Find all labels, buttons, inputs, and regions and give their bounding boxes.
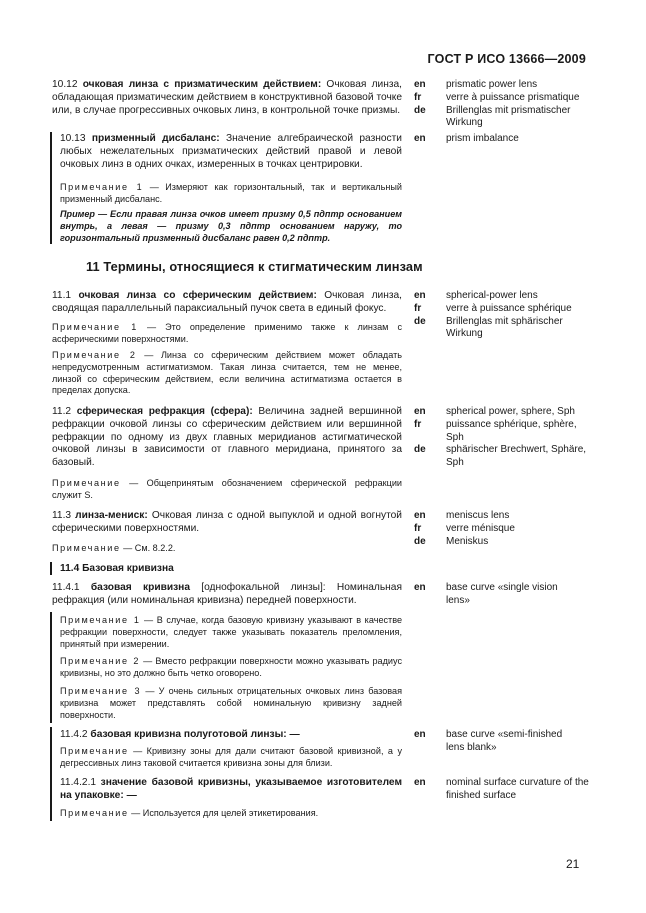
foreign-terms	[446, 582, 576, 608]
lang-codes	[414, 133, 444, 146]
page-number: 21	[566, 857, 580, 871]
foreign-term: spherical power, sphere, Sph	[446, 406, 575, 417]
note-label: Примечание 1	[52, 322, 138, 332]
note-text: — В случае, когда базовую кривизну указывают в качестве рефракции поверхности, следует также указывать показатель преломления, принятый при измерении.	[60, 615, 402, 649]
term-definition: [однофокальной линзы]: Номинальная рефракция (или номинальная кривизна) передней поверхности.	[52, 582, 402, 606]
note-label: Примечание 1	[60, 615, 141, 625]
term-definition: Значение алгебраической разности любых нежелательных призматических действий правой и левой очковых линз в одних очках, измеренных в точках центрировки.	[60, 133, 402, 170]
change-bar	[50, 132, 52, 244]
term-11-1-text	[52, 290, 402, 316]
foreign-term: Meniskus	[446, 535, 489, 547]
lang-code: en	[414, 133, 426, 144]
note-label: Примечание	[60, 746, 129, 756]
change-bar	[50, 727, 52, 775]
foreign-terms	[446, 290, 596, 341]
note	[60, 808, 402, 820]
note-text: — Это определение применимо также к линзам с асферическими поверхностями.	[52, 322, 402, 344]
note-label: Примечание 2	[52, 350, 137, 360]
foreign-term: prism imbalance	[446, 133, 519, 144]
note	[52, 543, 402, 555]
foreign-term: sphärischer Brechwert, Sphäre, Sph	[446, 444, 587, 469]
lang-code: en	[414, 582, 426, 593]
foreign-term: nominal surface curvature of the finished surface	[446, 777, 589, 801]
note-text: — Линза со сферическим действием может обладать непредусмотренным астигматизмом. Такая линза считается, тем не менее, линзой со сферическим действием, если величина астигматизма остается в пределах допуска.	[52, 350, 402, 396]
lang-codes	[414, 777, 444, 790]
lang-code: en	[414, 79, 426, 90]
foreign-term: base curve «semi-finished lens blank»	[446, 729, 563, 753]
term-11-4-2-text	[60, 729, 402, 742]
document-header: ГОСТ Р ИСО 13666—2009	[427, 52, 586, 66]
note	[60, 746, 402, 770]
lang-code: fr	[414, 522, 422, 534]
foreign-terms	[446, 133, 596, 146]
lang-code: de	[414, 444, 426, 456]
foreign-term: Brillenglas mit prismatischer Wirkung	[446, 104, 571, 129]
foreign-term: puissance sphérique, sphère, Sph	[446, 418, 577, 443]
term-name: очковая линза с призматическим действием:	[82, 79, 322, 90]
lang-code: en	[414, 510, 426, 521]
foreign-term: meniscus lens	[446, 510, 510, 521]
note	[52, 478, 402, 502]
term-definition: Очковая линза, обладающая призматическим действием в конструктивной базовой точке или, в случае прогрессивных очковых линз, в контрольной точке призмы.	[52, 79, 402, 116]
lang-code: en	[414, 729, 426, 740]
term-number: 11.1	[52, 290, 79, 301]
note	[52, 322, 402, 346]
note-text: — Вместо рефракции поверхности можно указывать радиус кривизны, но это должно быть четко оговорено.	[60, 656, 402, 678]
lang-codes	[414, 729, 444, 742]
note-label: Примечание 2	[60, 656, 141, 666]
foreign-term: verre à puissance sphérique	[446, 302, 572, 314]
term-name: сферическая рефракция (сфера):	[76, 406, 253, 417]
note	[60, 615, 402, 650]
foreign-term: Brillenglas mit sphärischer Wirkung	[446, 315, 563, 340]
note	[60, 656, 402, 680]
section-heading: 11 Термины, относящиеся к стигматическим линзам	[86, 259, 423, 274]
note	[60, 182, 402, 206]
lang-codes	[414, 79, 444, 117]
note	[52, 350, 402, 397]
term-10-13-text	[60, 133, 402, 171]
foreign-term: base curve «single vision lens»	[446, 582, 558, 606]
term-number: 11.3	[52, 510, 76, 521]
term-11-2-text	[52, 406, 402, 470]
note-label: Примечание	[52, 543, 121, 553]
note-text: — Измеряют как горизонтальный, так и вертикальный призменный дисбаланс.	[60, 182, 402, 204]
lang-code: de	[414, 315, 426, 327]
foreign-terms	[446, 79, 596, 130]
subsection-heading: 11.4 Базовая кривизна	[60, 563, 174, 574]
lang-codes	[414, 582, 444, 595]
term-name: призменный дисбаланс:	[91, 133, 220, 144]
lang-code: fr	[414, 418, 422, 430]
lang-codes	[414, 290, 444, 328]
note-text: — Общепринятым обозначением сферической рефракции служит S.	[52, 478, 402, 500]
term-number: 10.13	[60, 133, 92, 144]
note-label: Примечание	[60, 808, 129, 818]
lang-code: en	[414, 406, 426, 417]
foreign-terms	[446, 729, 576, 755]
note-text: — Кривизну зоны для дали считают базовой кривизной, а у дегрессивных линз таковой считается кривизна зоны для близи.	[60, 746, 402, 768]
note-label: Примечание 3	[60, 686, 142, 696]
term-number: 11.4.2	[60, 729, 91, 740]
term-definition: Очковая линза, сводящая параллельный параксиальный пучок света в единый фокус.	[52, 290, 402, 314]
term-11-4-2-1-text	[60, 777, 402, 803]
term-number: 10.12	[52, 79, 83, 90]
note-text: — См. 8.2.2.	[120, 543, 176, 553]
note-text: — Используется для целей этикетирования.	[128, 808, 319, 818]
lang-code: de	[414, 104, 426, 116]
term-name: базовая кривизна полуготовой линзы: —	[90, 729, 300, 740]
note-text: — У очень сильных отрицательных очковых линз базовая кривизна может представлять собой номинальную кривизну задней поверхности.	[60, 686, 403, 720]
example: Пример — Если правая линза очков имеет призму 0,5 пдптр основанием внутрь, а левая — призму 0,3 пдптр основанием наружу, то горизонтальный призменный дисбаланс равен 0,2 пдптр.	[60, 209, 402, 243]
lang-codes	[414, 510, 444, 548]
foreign-terms	[446, 777, 596, 803]
term-name: значение базовой кривизны, указываемое изготовителем на упаковке: —	[60, 777, 402, 801]
term-11-4-1-text	[52, 582, 402, 608]
lang-code: en	[414, 777, 426, 788]
term-11-3-text	[52, 510, 402, 536]
foreign-term: verre ménisque	[446, 522, 515, 534]
lang-code: fr	[414, 302, 422, 314]
term-name: линза-мениск:	[75, 510, 148, 521]
foreign-terms	[446, 406, 596, 470]
term-name: базовая кривизна	[90, 582, 190, 593]
foreign-term: spherical-power lens	[446, 290, 538, 301]
note	[60, 686, 402, 721]
lang-code: en	[414, 290, 426, 301]
term-number: 11.4.2.1	[60, 777, 101, 788]
term-10-12-text	[52, 79, 402, 117]
term-name: очковая линза со сферическим действием:	[78, 290, 317, 301]
lang-codes	[414, 406, 444, 457]
term-number: 11.4.1	[52, 582, 91, 593]
lang-code: de	[414, 535, 426, 547]
change-bar	[50, 612, 52, 723]
change-bar	[50, 775, 52, 821]
foreign-terms	[446, 510, 596, 548]
note-label: Примечание	[52, 478, 121, 488]
lang-code: fr	[414, 91, 422, 103]
term-definition: Очковая линза с одной выпуклой и одной вогнутой сферическими поверхностями.	[52, 510, 402, 534]
note-label: Примечание 1	[60, 182, 144, 192]
foreign-term: prismatic power lens	[446, 79, 538, 90]
term-definition: Величина задней вершинной рефракции очковой линзы со сферическим действием или вершинной рефракции по одному из двух главных меридианов астигматической очковой линзы в зависимости от главного меридиана, принятого за базовый.	[52, 406, 402, 469]
foreign-term: verre à puissance prismatique	[446, 91, 580, 103]
term-number: 11.2	[52, 406, 77, 417]
change-bar	[50, 562, 52, 575]
